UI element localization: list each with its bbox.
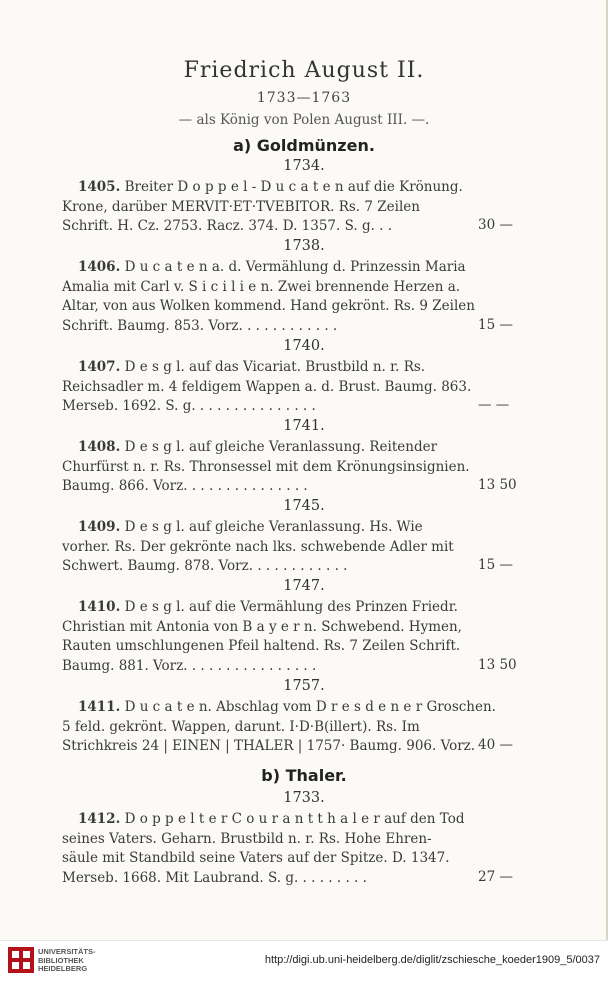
catalog-entry-1408 (62, 438, 522, 497)
entry-line: Altar, von aus Wolken kommend. Hand gekrönt. Rs. 9 Zeilen (62, 298, 475, 314)
year-heading: 1745. (283, 498, 325, 514)
entry-line: Schrift. H. Cz. 2753. Racz. 374. D. 1357. S. g. . . (62, 218, 393, 234)
catalog-entry-1406 (62, 258, 522, 336)
entry-line: D e s g l. auf die Vermählung des Prinzen Friedr. (124, 599, 458, 615)
lot-number: 1407. (78, 359, 121, 375)
catalog-entry-1407 (62, 358, 522, 417)
lot-price: 13 50 (478, 657, 517, 673)
entry-line: Schrift. Baumg. 853. Vorz. . . . . . . . . . . . (62, 317, 338, 334)
reign-years: 1733—1763 (256, 90, 352, 106)
lot-number: 1412. (78, 811, 121, 827)
year-heading: 1734. (283, 158, 325, 174)
lot-price: 40 — (478, 737, 513, 753)
entry-line: Churfürst n. r. Rs. Thronsessel mit dem Krönungsinsignien. (62, 458, 470, 475)
catalog-entry-1409 (62, 518, 522, 577)
year-heading: 1738. (283, 238, 325, 254)
lot-number: 1411. (78, 699, 121, 715)
entry-line: seines Vaters. Geharn. Brustbild n. r. Rs. Hohe Ehren- (62, 830, 432, 847)
lot-price: 13 50 (478, 477, 517, 493)
lot-price: 15 — (478, 557, 513, 573)
entry-line: Merseb. 1692. S. g. . . . . . . . . . . . . . . (62, 398, 316, 414)
lot-price: — — (478, 397, 510, 413)
entry-line: D u c a t e n. Abschlag vom D r e s d e n e r Groschen. (124, 699, 496, 715)
year-heading: 1741. (283, 418, 325, 434)
entry-line: D u c a t e n a. d. Vermählung d. Prinzessin Maria (124, 259, 466, 275)
lot-number: 1410. (78, 599, 121, 615)
entry-line: D e s g l. auf das Vicariat. Brustbild n. r. Rs. (124, 359, 426, 375)
entry-line: Rauten umschlungenen Pfeil haltend. Rs. 7 Zeilen Schrift. (62, 638, 461, 654)
year-heading: 1733. (283, 790, 325, 806)
catalog-entry-1405 (62, 178, 522, 237)
year-heading: 1757. (283, 678, 325, 694)
lot-price: 15 — (478, 317, 513, 333)
lot-number: 1405. (78, 179, 121, 195)
lot-number: 1406. (78, 259, 121, 275)
entry-line: Krone, darüber MERVIT·ET·TVEBITOR. Rs. 7 Zeilen (62, 198, 420, 215)
page-title: Friedrich August II. (183, 58, 425, 83)
catalog-entry-1412 (62, 810, 522, 888)
catalog-entry-1411 (62, 698, 522, 757)
entry-line: Baumg. 881. Vorz. . . . . . . . . . . . . . . . (62, 657, 317, 674)
year-heading: 1747. (283, 578, 325, 594)
lot-price: 27 — (478, 869, 513, 885)
year-heading: 1740. (283, 338, 325, 354)
viewer-footer (0, 940, 608, 981)
entry-line: Breiter D o p p e l - D u c a t e n auf die Krönung. (124, 179, 463, 195)
university-library-logo-icon[interactable] (8, 947, 34, 973)
entry-line: Merseb. 1668. Mit Laubrand. S. g. . . . . . . . . (62, 869, 367, 886)
entry-line: 5 feld. gekrönt. Wappen, darunt. I·D·B(illert). Rs. Im (62, 718, 420, 735)
entry-line: Amalia mit Carl v. S i c i l i e n. Zwei brennende Herzen a. (62, 278, 461, 295)
entry-line: Reichsadler m. 4 feldigem Wappen a. d. Brust. Baumg. 863. (62, 378, 472, 395)
entry-line: Christian mit Antonia von B a y e r n. Schwebend. Hymen, (62, 618, 462, 635)
entry-line: D o p p e l t e r C o u r a n t t h a l e r auf den Tod (124, 811, 465, 827)
entry-line: Baumg. 866. Vorz. . . . . . . . . . . . . . . (62, 478, 308, 494)
entry-line: D e s g l. auf gleiche Veranlassung. Hs. Wie (124, 519, 423, 535)
library-name[interactable]: UNIVERSITÄTS- BIBLIOTHEK HEIDELBERG (38, 947, 96, 973)
lot-number: 1409. (78, 519, 121, 535)
section-title-thaler: b) Thaler. (261, 766, 347, 785)
catalog-entry-1410 (62, 598, 522, 676)
lot-number: 1408. (78, 439, 121, 455)
entry-line: Schwert. Baumg. 878. Vorz. . . . . . . . . . . . (62, 558, 348, 574)
entry-line: Strichkreis 24 | EINEN | THALER | 1757· Baumg. 906. Vorz. (62, 738, 476, 754)
page-subtitle: — als König von Polen August III. —. (178, 112, 430, 128)
entry-line: D e s g l. auf gleiche Veranlassung. Reitender (124, 439, 438, 455)
entry-line: säule mit Standbild seine Vaters auf der Spitze. D. 1347. (62, 850, 450, 866)
section-title-goldmuenzen: a) Goldmünzen. (233, 136, 375, 155)
entry-line: vorher. Rs. Der gekrönte nach lks. schwebende Adler mit (62, 538, 454, 555)
permalink-url[interactable]: http://digi.ub.uni-heidelberg.de/diglit/zschiesche_koeder1909_5/0037 (264, 954, 600, 966)
lot-price: 30 — (478, 217, 513, 233)
